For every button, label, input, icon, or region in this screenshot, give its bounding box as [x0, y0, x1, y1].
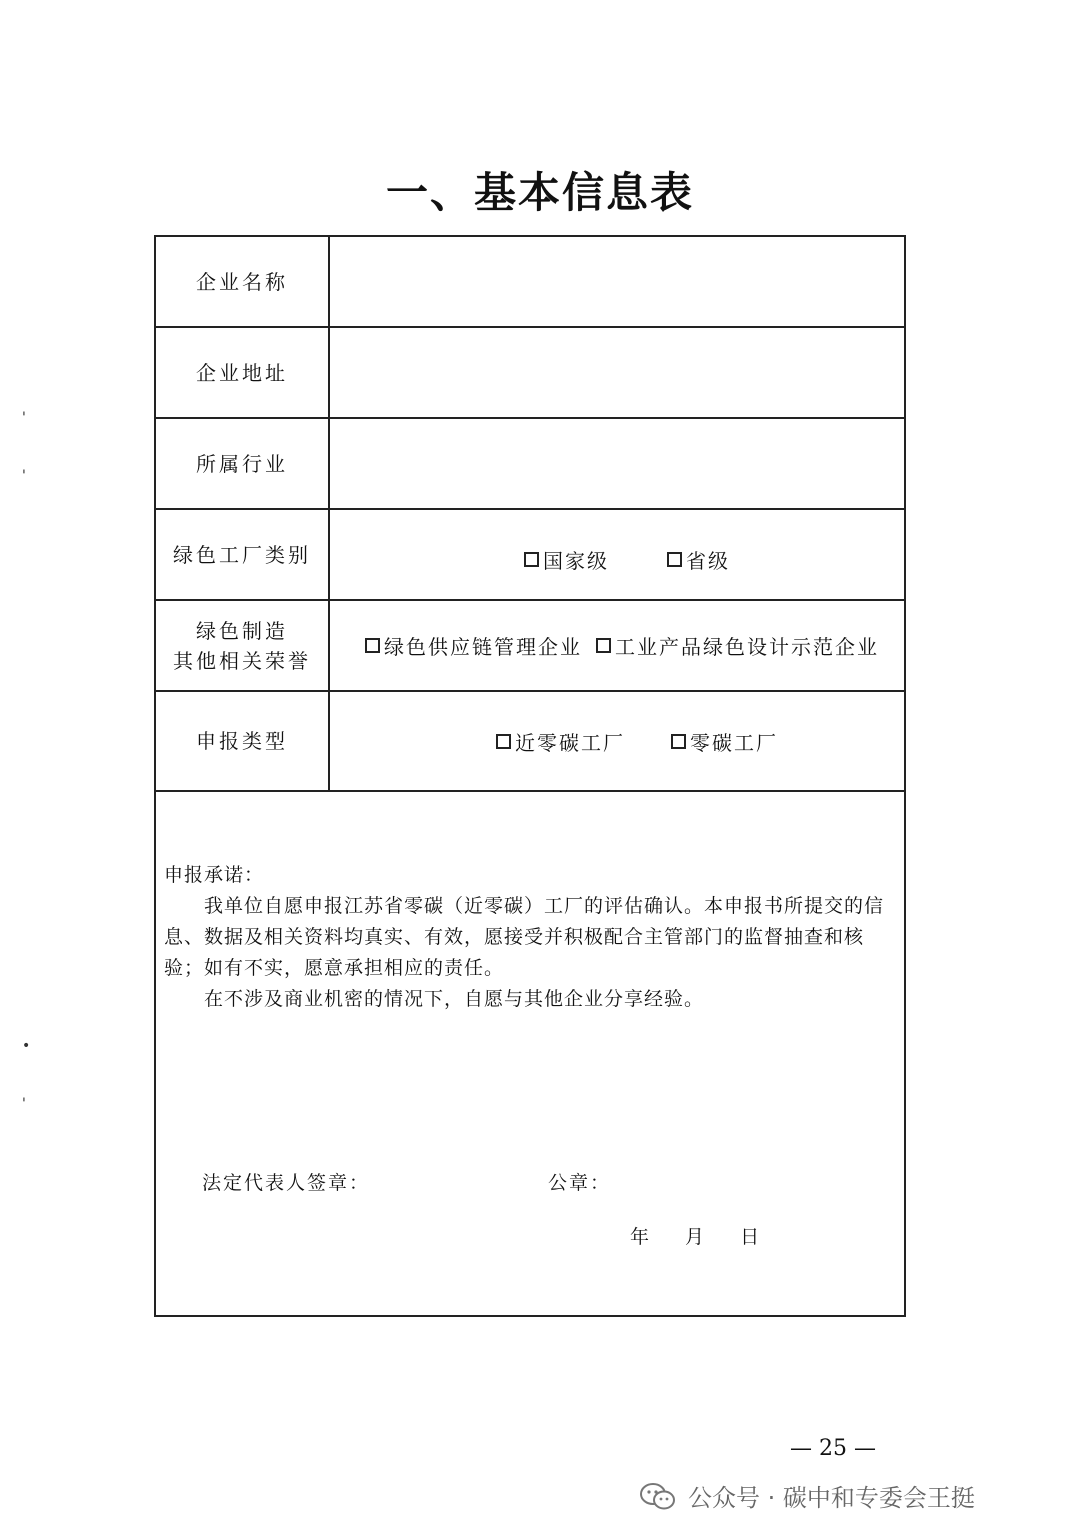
promise-heading: 申报承诺： [164, 864, 265, 886]
checkbox-icon[interactable] [524, 552, 539, 567]
row-label-text: 企业地址 [196, 360, 288, 385]
row-company-name [156, 237, 904, 328]
option-label: 省级 [686, 549, 730, 573]
row-green-factory-category [156, 510, 904, 601]
margin-dot: • [22, 1038, 31, 1054]
row-label-text: 所属行业 [196, 451, 288, 476]
option-national[interactable] [524, 545, 609, 574]
row-label [156, 328, 330, 417]
option-green-supply-chain[interactable] [365, 631, 582, 660]
promise-paragraph: 我单位自愿申报江苏省零碳（近零碳）工厂的评估确认。本申报书所提交的信息、数据及相关资料均真实、有效，愿接受并积极配合主管部门的监督抽查和核验；如有不实，愿意承担相应的责任。 [164, 895, 885, 979]
wechat-icon [640, 1483, 676, 1509]
row-label [156, 510, 330, 599]
page-title: 一、基本信息表 [385, 168, 694, 217]
margin-dot: ' [22, 468, 26, 484]
row-label-text: 企业名称 [196, 269, 288, 294]
option-label: 近零碳工厂 [515, 730, 625, 755]
checkbox-icon[interactable] [671, 734, 686, 749]
footer-text: 公众号 · 碳中和专委会王挺 [688, 1484, 975, 1512]
option-label: 绿色供应链管理企业 [384, 635, 582, 659]
company-address-field[interactable] [330, 328, 904, 417]
row-label-text: 绿色制造 [196, 618, 288, 643]
official-seal[interactable]: 公章： [548, 1172, 612, 1194]
option-label: 国家级 [543, 549, 609, 573]
row-label-text: 绿色工厂类别 [173, 542, 311, 567]
row-label [156, 419, 330, 508]
option-label: 工业产品绿色设计示范企业 [615, 635, 879, 659]
row-label [156, 601, 330, 690]
option-label: 零碳工厂 [690, 730, 778, 755]
option-provincial[interactable] [667, 545, 730, 574]
row-other-honors [156, 601, 904, 692]
row-company-address [156, 328, 904, 419]
sign-date: 年 月 日 [630, 1226, 760, 1248]
legal-representative-signature[interactable]: 法定代表人签章： [202, 1172, 371, 1194]
row-label-text: 申报类型 [196, 729, 288, 753]
checkbox-icon[interactable] [365, 638, 380, 653]
industry-field[interactable] [330, 419, 904, 508]
row-application-type [156, 692, 904, 792]
row-label [156, 237, 330, 326]
margin-dot: ' [22, 410, 26, 426]
watermark-footer [640, 1478, 975, 1513]
row-label-text: 其他相关荣誉 [173, 648, 311, 673]
option-green-design[interactable] [596, 631, 879, 660]
option-near-zero-carbon[interactable] [496, 727, 625, 756]
company-name-field[interactable] [330, 237, 904, 326]
margin-dot: ' [22, 1096, 26, 1112]
checkbox-icon[interactable] [667, 552, 682, 567]
promise-paragraph: 在不涉及商业机密的情况下，自愿与其他企业分享经验。 [204, 988, 705, 1010]
basic-info-form [154, 235, 906, 1317]
checkbox-icon[interactable] [496, 734, 511, 749]
row-label [156, 692, 330, 790]
row-industry [156, 419, 904, 510]
page-number: — 25 — [790, 1436, 876, 1461]
promise-section [164, 860, 902, 1015]
checkbox-icon[interactable] [596, 638, 611, 653]
option-zero-carbon[interactable] [671, 727, 778, 756]
